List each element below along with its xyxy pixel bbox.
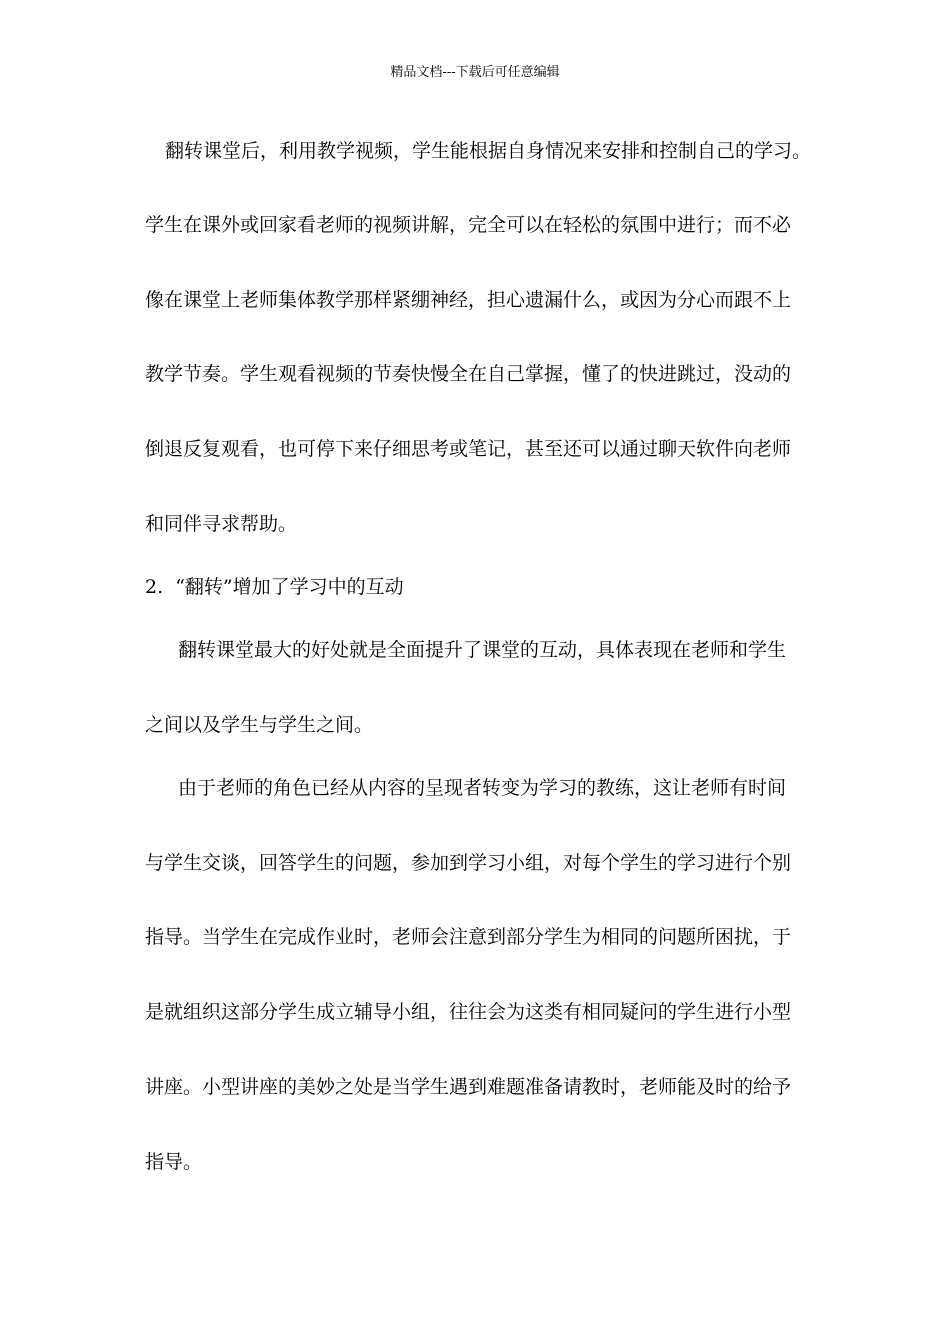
section-heading: 2. “翻转”增加了学习中的互动 <box>145 576 404 598</box>
paragraph-line: 教学节奏。学生观看视频的节奏快慢全在自己掌握，懂了的快进跳过，没动的 <box>145 363 792 385</box>
paragraph-line: 像在课堂上老师集体教学那样紧绷神经，担心遗漏什么，或因为分心而跟不上 <box>145 289 792 311</box>
paragraph-line: 是就组织这部分学生成立辅导小组，往往会为这类有相同疑问的学生进行小型 <box>145 1001 792 1023</box>
paragraph-line: 讲座。小型讲座的美妙之处是当学生遇到难题准备请教时，老师能及时的给予 <box>145 1076 792 1098</box>
paragraph-line: 与学生交谈，回答学生的问题，参加到学习小组，对每个学生的学习进行个别 <box>145 852 792 874</box>
paragraph-line: 由于老师的角色已经从内容的呈现者转变为学习的教练，这让老师有时间 <box>178 777 787 799</box>
paragraph-line: 翻转课堂后，利用教学视频，学生能根据自身情况来安排和控制自己的学习。 <box>165 140 812 162</box>
paragraph-line: 和同伴寻求帮助。 <box>145 513 298 535</box>
page-header: 精品文档---下载后可任意编辑 <box>390 65 560 80</box>
paragraph-line: 翻转课堂最大的好处就是全面提升了课堂的互动，具体表现在老师和学生 <box>178 639 787 661</box>
paragraph-line: 倒退反复观看，也可停下来仔细思考或笔记，甚至还可以通过聊天软件向老师 <box>145 438 792 460</box>
paragraph-line: 指导。 <box>145 1151 203 1173</box>
paragraph-line: 指导。当学生在完成作业时，老师会注意到部分学生为相同的问题所困扰，于 <box>145 926 792 948</box>
paragraph-line: 学生在课外或回家看老师的视频讲解，完全可以在轻松的氛围中进行；而不必 <box>145 214 792 236</box>
paragraph-line: 之间以及学生与学生之间。 <box>145 714 374 736</box>
